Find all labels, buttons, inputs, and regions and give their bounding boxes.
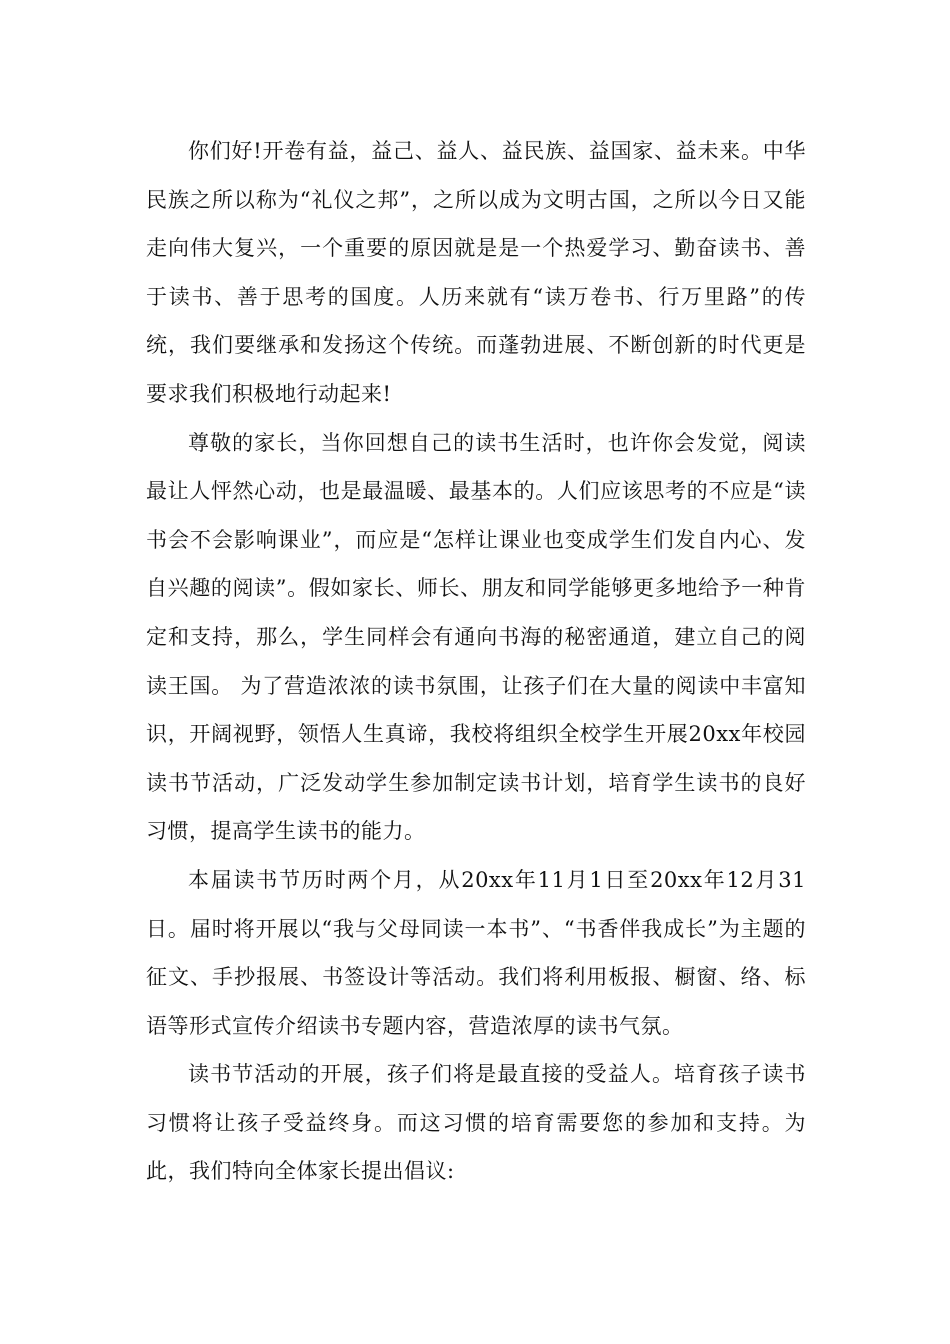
paragraph-reading-reflection: 尊敬的家长，当你回想自己的读书生活时，也许你会发觉，阅读最让人怦然心动，也是最温暖、最基本的。人们应该思考的不应是“读书会不会影响课业”，而应是“怎样让课业也变成学生们发自内心、发自兴趣的阅读”。假如家长、师长、朋友和同学能够更多地给予一种肯定和支持，那么，学生同样会有通向书海的秘密通道，建立自己的阅读王国。 为了营造浓浓的读书氛围，让孩子们在大量的阅读中丰富知识，开阔视野，领悟人生真谛，我校将组织全校学生开展20xx年校园读书节活动，广泛发动学生参加制定读书计划，培育学生读书的良好习惯，提高学生读书的能力。 — [146, 430, 806, 844]
letter-body — [146, 127, 806, 1196]
paragraph-greeting: 你们好!开卷有益，益己、益人、益民族、益国家、益未来。中华民族之所以称为“礼仪之邦”，之所以成为文明古国，之所以今日又能走向伟大复兴，一个重要的原因就是是一个热爱学习、勤奋读书、善于读书、善于思考的国度。人历来就有“读万卷书、行万里路”的传统，我们要继承和发扬这个传统。而蓬勃进展、不断创新的时代更是要求我们积极地行动起来! — [146, 139, 806, 406]
paragraph-call-to-parents: 读书节活动的开展，孩子们将是最直接的受益人。培育孩子读书习惯将让孩子受益终身。而这习惯的培育需要您的参加和支持。为此，我们特向全体家长提出倡议: — [146, 1062, 806, 1184]
paragraph-festival-schedule: 本届读书节历时两个月，从20xx年11月1日至20xx年12月31日。届时将开展以“我与父母同读一本书”、“书香伴我成长”为主题的征文、手抄报展、书签设计等活动。我们将利用板报、橱窗、络、标语等形式宣传介绍读书专题内容，营造浓厚的读书气氛。 — [146, 867, 806, 1038]
